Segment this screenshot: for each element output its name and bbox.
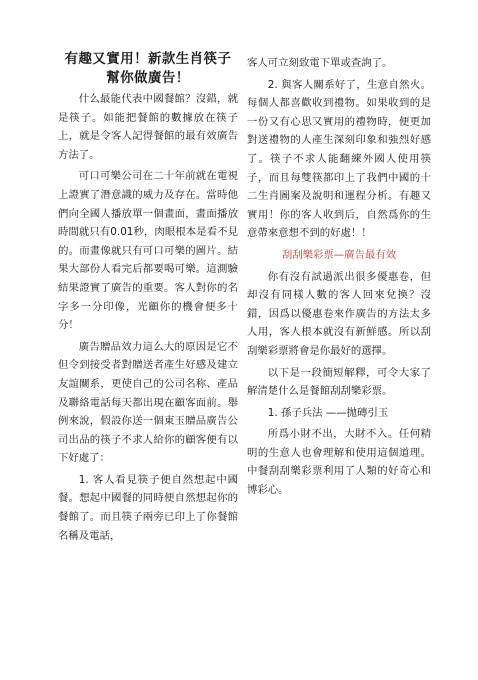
left-column <box>58 50 238 548</box>
section-subheading: 刮刮樂彩票—廣告最有效 <box>281 248 397 261</box>
paragraph: 2. 與客人關系好了，生意自然火。每個人都喜歡收到禮物。如果收到的是一份又有心思又實用的禮物時，便更加對送禮物的人產生深刻印象和強烈好感了。筷子不求人能翻練外國人使用筷子，而且每雙筷都印上了我們中國的十二生肖圖案及說明和運程分析。有趣又實用！你的客人收到后，自然爲你的生意帶來意想不到的好處！！ <box>247 78 431 240</box>
paragraph: 什么最能代表中國餐館？沒錯，就是筷子。如能把餐館的數據放在筷子上，就是令客人記得餐館的最有效廣告方法了。 <box>58 93 238 161</box>
numbered-heading: 1. 孫子兵法 ——拋磚引玉 <box>267 406 389 419</box>
right-column <box>247 54 431 503</box>
paragraph: 1. 客人看見筷子便自然想起中國餐。想起中國餐的同時便自然想起你的餐館了。而且筷子兩旁已印上了你餐館名稱及電話， <box>58 473 238 542</box>
article-title: 有趣又實用！新款生肖筷子幫你做廣告！ <box>64 51 232 86</box>
paragraph: 你有沒有試過派出很多優惠卷，但却沒有同樣人數的客人回來兌換？沒錯，因爲以優惠卷來作廣告的方法太多人用，客人根本就沒有新鮮感。所以刮刮樂彩票將會是你最好的選擇。 <box>247 270 431 357</box>
paragraph: 廣告贈品效力這么大的原因是它不但令到接受者對贈送者產生好感及建立友誼關系，更使自己的公司名称、產品及聯絡電話每天都出現在顧客面前。舉例來說，假設你送一個東玉贈品廣告公司出品的筷子不求人給你的顧客便有以下好處了： <box>58 340 238 465</box>
paragraph: 所爲小財不出，大財不入。任何精明的生意人也會理解和使用這個道理。中餐刮刮樂彩票利用了人類的好奇心和博彩心。 <box>247 428 431 497</box>
paragraph: 客人可立刻致電下單或查詢了。 <box>247 57 393 69</box>
paragraph: 可口可樂公司在二十年前就在電視上證實了潛意識的威力及存在。當時他們向全國人播放單一個畫面，畫面播放時間就只有0.01秒，肉眼根本是看不見的。而畫像就只有可口可樂的圖片。結果大部份人看完后都要喝可樂。這測驗結果證實了廣告的重要。客人對你的名字多一分印像，光顧你的機會便多十分！ <box>58 170 238 332</box>
paragraph: 以下是一段簡短解釋，可令大家了解清楚什么是餐館刮刮樂彩票。 <box>247 366 431 398</box>
